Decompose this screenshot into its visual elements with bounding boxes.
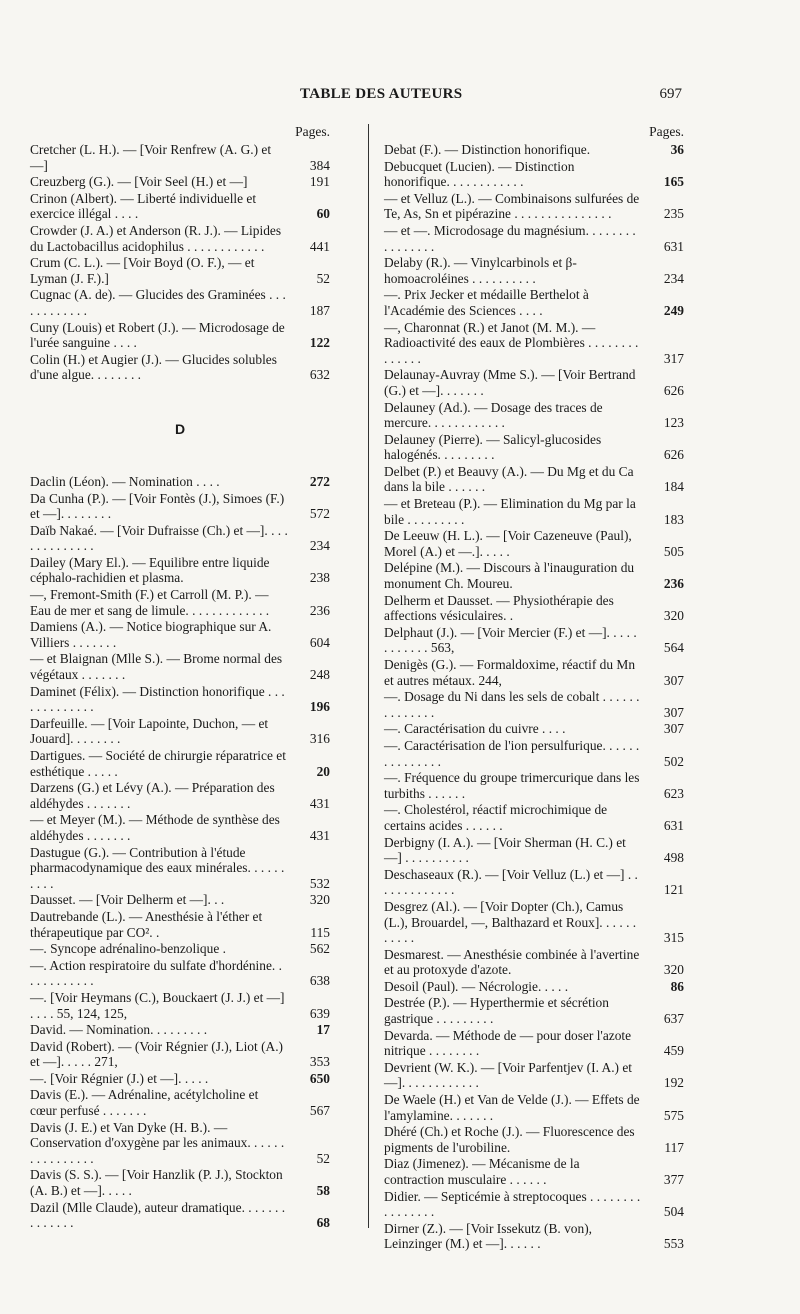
entry-page-number: 631	[663, 817, 684, 833]
entry-text: Da Cunha (P.). — [Voir Fontès (J.), Simoes (F.) et —]. . . . . . . .	[30, 490, 285, 522]
entry-text: Darzens (G.) et Lévy (A.). — Préparation des aldéhydes . . . . . . .	[30, 780, 275, 811]
index-entry	[30, 651, 330, 682]
entry-text: Delherm et Dausset. — Physiothérapie des affections vésiculaires. .	[384, 592, 614, 624]
pages-label: Pages.	[649, 124, 684, 139]
entry-page-number: 320	[309, 892, 330, 908]
entry-page-number: 234	[309, 538, 330, 554]
index-entry	[384, 770, 684, 801]
entry-page-number: 431	[309, 795, 330, 811]
index-entry	[384, 1189, 684, 1220]
entry-text: Crum (C. L.). — [Voir Boyd (O. F.), — et Lyman (J. F.).]	[30, 255, 255, 286]
entry-text: — et Blaignan (Mlle S.). — Brome normal des végétaux . . . . . . .	[30, 651, 283, 683]
entry-page-number: 638	[309, 973, 330, 989]
index-entry	[30, 555, 330, 586]
entry-page-number: 184	[663, 479, 684, 495]
entry-text: Devarda. — Méthode de — pour doser l'azote nitrique . . . . . . . .	[384, 1027, 632, 1059]
entry-page-number: 320	[663, 608, 684, 624]
entry-page-number: 498	[663, 850, 684, 866]
index-entry	[384, 835, 684, 866]
index-entry	[384, 464, 684, 495]
index-entry	[384, 738, 684, 769]
entry-text: Debat (F.). — Distinction honorifique.	[384, 142, 591, 157]
index-entry	[30, 352, 330, 383]
entry-text: Crowder (J. A.) et Anderson (R. J.). — Lipides du Lactobacillus acidophilus . . . . . . . . . . . .	[30, 222, 282, 254]
entry-text: Davis (J. E.) et Van Dyke (H. B.). — Conservation d'oxygène par les animaux. . . . . . . . . . . . . . . .	[30, 1119, 285, 1166]
entry-text: Debucquet (Lucien). — Distinction honorifique. . . . . . . . . . . .	[384, 158, 575, 190]
entry-text: Didier. — Septicémie à streptocoques . . . . . . . . . . . . . . . .	[384, 1188, 641, 1220]
entry-text: —. Caractérisation du cuivre . . . .	[384, 721, 566, 737]
entry-page-number: 626	[663, 447, 684, 463]
entry-page-number: 58	[316, 1183, 330, 1199]
entry-page-number: 235	[663, 206, 684, 222]
entry-text: David (Robert). — (Voir Régnier (J.), Liot (A.) et —]. . . . . 271,	[30, 1038, 284, 1070]
running-title: TABLE DES AUTEURS	[300, 86, 463, 102]
entry-text: — et Velluz (L.). — Combinaisons sulfurées de Te, As, Sn et pipérazine . . . . . . . . . . . . . . .	[384, 190, 640, 222]
entry-page-number: 187	[309, 302, 330, 318]
index-entry	[30, 684, 330, 715]
index-entry	[30, 812, 330, 843]
index-entry	[30, 990, 330, 1021]
index-entry	[384, 802, 684, 833]
entry-page-number: 192	[663, 1075, 684, 1091]
entry-text: Dautrebande (L.). — Anesthésie à l'éther et thérapeutique par CO². .	[30, 908, 263, 940]
entry-page-number: 623	[663, 785, 684, 801]
entry-page-number: 307	[663, 704, 684, 720]
index-entry	[384, 1092, 684, 1123]
entry-page-number: 68	[316, 1215, 330, 1231]
entry-text: —. Caractérisation de l'ion persulfurique. . . . . . . . . . . . . . .	[384, 737, 640, 769]
column-divider	[368, 124, 369, 1228]
entry-text: Desgrez (Al.). — [Voir Dopter (Ch.), Camus (L.), Brouardel, —, Balthazard et Roux]. . . . . . . . . . .	[384, 898, 637, 946]
entry-page-number: 272	[309, 473, 330, 489]
entry-text: Desmarest. — Anesthésie combinée à l'avertine et au protoxyde d'azote.	[384, 946, 640, 978]
index-entry	[384, 995, 684, 1026]
index-entry	[384, 255, 684, 286]
entry-text: —. Prix Jecker et médaille Berthelot à l'Académie des Sciences . . . .	[384, 287, 589, 318]
index-entry	[384, 1124, 684, 1155]
entry-text: Cuny (Louis) et Robert (J.). — Microdosage de l'urée sanguine . . . .	[30, 319, 285, 351]
index-entry	[384, 496, 684, 527]
entry-text: —. Cholestérol, réactif microchimique de certains acides . . . . . .	[384, 802, 608, 833]
entry-text: Colin (H.) et Augier (J.). — Glucides solubles d'une algue. . . . . . . .	[30, 351, 277, 383]
index-entry	[384, 899, 684, 946]
entry-text: Devrient (W. K.). — [Voir Parfentjev (I. A.) et —]. . . . . . . . . . . .	[384, 1059, 633, 1091]
entry-text: Delbet (P.) et Beauvy (A.). — Du Mg et du Ca dans la bile . . . . . .	[384, 463, 634, 495]
index-entry	[384, 191, 684, 222]
index-entry	[30, 491, 330, 522]
entry-page-number: 249	[663, 302, 684, 318]
entry-page-number: 502	[663, 753, 684, 769]
entry-page-number: 238	[309, 570, 330, 586]
index-entry	[384, 320, 684, 367]
entry-page-number: 637	[663, 1011, 684, 1027]
index-entry	[30, 287, 330, 318]
right-column	[384, 122, 684, 1253]
entry-text: —. Action respiratoire du sulfate d'hordénine. . . . . . . . . . . .	[30, 957, 282, 989]
entry-page-number: 115	[310, 924, 330, 940]
entry-page-number: 650	[309, 1070, 330, 1086]
entry-page-number: 431	[309, 827, 330, 843]
index-entry	[30, 1071, 330, 1087]
index-entry	[384, 432, 684, 463]
entry-text: Daminet (Félix). — Distinction honorifique . . . . . . . . . . . . .	[30, 683, 285, 715]
entry-text: Cugnac (A. de). — Glucides des Graminées . . . . . . . . . . . .	[30, 287, 286, 318]
pages-label: Pages.	[295, 124, 330, 139]
entry-page-number: 639	[309, 1005, 330, 1021]
entry-page-number: 575	[663, 1107, 684, 1123]
entry-page-number: 504	[663, 1204, 684, 1220]
entry-text: Delaby (R.). — Vinylcarbinols et β-homoacroléines . . . . . . . . . .	[384, 255, 577, 286]
index-entry	[384, 560, 684, 591]
entry-list	[384, 142, 684, 1252]
entry-page-number: 121	[663, 882, 684, 898]
entry-text: Davis (E.). — Adrénaline, acétylcholine et cœur perfusé . . . . . . .	[30, 1087, 259, 1119]
entry-page-number: 191	[309, 174, 330, 190]
index-entry	[30, 523, 330, 554]
entry-text: Dastugue (G.). — Contribution à l'étude pharmacodynamique des eaux minérales. . . . . . . . . .	[30, 844, 285, 891]
entry-page-number: 307	[663, 721, 684, 737]
entry-page-number: 60	[316, 206, 330, 222]
entry-list	[30, 142, 330, 383]
index-entry	[30, 780, 330, 811]
entry-text: Diaz (Jimenez). — Mécanisme de la contraction musculaire . . . . . .	[384, 1156, 580, 1187]
index-entry	[384, 367, 684, 398]
entry-text: Dhéré (Ch.) et Roche (J.). — Fluorescence des pigments de l'urobiline.	[384, 1124, 635, 1155]
entry-page-number: 384	[309, 157, 330, 173]
index-entry	[384, 287, 684, 318]
index-entry	[30, 845, 330, 892]
index-entry	[384, 223, 684, 254]
entry-page-number: 196	[309, 699, 330, 715]
entry-page-number: 532	[309, 875, 330, 891]
index-entry	[30, 474, 330, 490]
index-entry	[30, 909, 330, 940]
entry-page-number: 236	[309, 602, 330, 618]
entry-page-number: 248	[309, 667, 330, 683]
index-entry	[384, 1221, 684, 1252]
index-entry	[30, 174, 330, 190]
entry-text: David. — Nomination. . . . . . . . .	[30, 1022, 208, 1038]
entry-text: —. Syncope adrénalino-benzolique .	[30, 941, 226, 957]
section-letter: D	[174, 420, 186, 437]
entry-page-number: 17	[316, 1022, 330, 1038]
entry-page-number: 572	[309, 506, 330, 522]
entry-page-number: 553	[663, 1236, 684, 1252]
entry-page-number: 353	[309, 1054, 330, 1070]
index-entry	[384, 593, 684, 624]
index-entry	[30, 1039, 330, 1070]
entry-text: — et Meyer (M.). — Méthode de synthèse des aldéhydes . . . . . . .	[30, 812, 280, 843]
entry-text: Delépine (M.). — Discours à l'inauguration du monument Ch. Moureu.	[384, 560, 635, 592]
entry-page-number: 122	[309, 335, 330, 351]
entry-page-number: 377	[663, 1172, 684, 1187]
index-entry	[384, 159, 684, 190]
entry-text: Daclin (Léon). — Nomination . . . .	[30, 473, 220, 489]
index-entry	[30, 619, 330, 650]
left-column	[30, 122, 330, 1232]
entry-text: Crinon (Albert). — Liberté individuelle et exercice illégal . . . .	[30, 190, 257, 222]
entry-page-number: 165	[663, 174, 684, 190]
index-entry	[384, 142, 684, 158]
index-entry	[30, 587, 330, 618]
entry-text: Dazil (Mlle Claude), auteur dramatique. . . . . . . . . . . . . .	[30, 1199, 286, 1231]
entry-text: Dirner (Z.). — [Voir Issekutz (B. von), Leinzinger (M.) et —]. . . . . .	[384, 1220, 593, 1252]
page-number: 697	[659, 86, 682, 102]
entry-page-number: 315	[663, 930, 684, 946]
index-entry	[384, 979, 684, 995]
entry-list	[30, 474, 330, 1231]
index-entry	[384, 947, 684, 978]
entry-page-number: 604	[309, 634, 330, 650]
index-entry	[30, 1087, 330, 1118]
entry-page-number: 562	[309, 941, 330, 957]
entry-text: Damiens (A.). — Notice biographique sur A. Villiers . . . . . . .	[30, 619, 272, 650]
index-entry	[384, 1156, 684, 1187]
index-entry	[384, 528, 684, 559]
entry-page-number: 564	[663, 640, 684, 656]
index-entry	[30, 1120, 330, 1167]
entry-text: De Leeuw (H. L.). — [Voir Cazeneuve (Paul), Morel (A.) et —.]. . . . .	[384, 528, 632, 559]
page-header	[0, 86, 800, 108]
index-entry	[30, 941, 330, 957]
entry-text: Cretcher (L. H.). — [Voir Renfrew (A. G.) et —]	[30, 142, 272, 173]
entry-text: —, Charonnat (R.) et Janot (M. M.). — Radioactivité des eaux de Plombières . . . . . . . . . . . . . .	[384, 319, 639, 366]
entry-text: Destrée (P.). — Hyperthermie et sécrétion gastrique . . . . . . . . .	[384, 995, 609, 1027]
entry-page-number: 236	[663, 576, 684, 592]
entry-text: Daïb Nakaé. — [Voir Dufraisse (Ch.) et —]. . . . . . . . . . . . . .	[30, 522, 288, 554]
index-entry	[30, 223, 330, 254]
index-entry	[30, 1022, 330, 1038]
entry-text: Creuzberg (G.). — [Voir Seel (H.) et —]	[30, 174, 248, 190]
index-entry	[384, 400, 684, 431]
entry-text: —. Dosage du Ni dans les sels de cobalt . . . . . . . . . . . . . .	[384, 689, 640, 720]
entry-text: Darfeuille. — [Voir Lapointe, Duchon, — et Jouard]. . . . . . . .	[30, 715, 269, 747]
entry-page-number: 317	[663, 350, 684, 366]
entry-page-number: 36	[670, 142, 684, 157]
index-entry	[30, 1167, 330, 1198]
index-entry	[384, 625, 684, 656]
entry-text: Delaunay-Auvray (Mme S.). — [Voir Bertrand (G.) et —]. . . . . . .	[384, 367, 636, 398]
entry-text: Dausset. — [Voir Delherm et —]. . .	[30, 892, 225, 908]
entry-text: Delauney (Pierre). — Salicyl-glucosides halogénés. . . . . . . . .	[384, 431, 602, 463]
entry-page-number: 52	[316, 1150, 330, 1166]
entry-page-number: 20	[316, 763, 330, 779]
entry-page-number: 459	[663, 1043, 684, 1059]
entry-text: Dartigues. — Société de chirurgie réparatrice et esthétique . . . . .	[30, 748, 286, 779]
entry-text: Desoil (Paul). — Nécrologie. . . . .	[384, 978, 569, 994]
entry-text: — et Breteau (P.). — Elimination du Mg par la bile . . . . . . . . .	[384, 496, 636, 527]
entry-page-number: 320	[663, 962, 684, 978]
entry-text: Derbigny (I. A.). — [Voir Sherman (H. C.) et —] . . . . . . . . . .	[384, 834, 626, 866]
entry-text: Deschaseaux (R.). — [Voir Velluz (L.) et —] . . . . . . . . . . . . .	[384, 866, 638, 898]
entry-page-number: 234	[663, 270, 684, 286]
entry-text: Denigès (G.). — Formaldoxime, réactif du Mn et autres métaux. 244,	[384, 657, 636, 688]
index-entry	[30, 958, 330, 989]
entry-page-number: 183	[663, 511, 684, 527]
entry-page-number: 505	[663, 543, 684, 559]
entry-text: De Waele (H.) et Van de Velde (J.). — Effets de l'amylamine. . . . . . .	[384, 1092, 640, 1123]
entry-page-number: 626	[663, 382, 684, 398]
index-entry	[384, 689, 684, 720]
index-entry	[384, 1028, 684, 1059]
entry-text: — et —. Microdosage du magnésium. . . . . . . . . . . . . . . .	[384, 222, 636, 254]
index-entry	[384, 721, 684, 737]
entry-page-number: 441	[309, 238, 330, 254]
entry-page-number: 52	[316, 270, 330, 286]
entry-page-number: 631	[663, 238, 684, 254]
entry-text: —. [Voir Régnier (J.) et —]. . . . .	[30, 1070, 209, 1086]
entry-page-number: 316	[309, 731, 330, 747]
index-entry	[30, 716, 330, 747]
index-entry	[30, 255, 330, 286]
index-entry	[30, 191, 330, 222]
entry-page-number: 86	[670, 978, 684, 994]
entry-page-number: 632	[309, 367, 330, 383]
index-entry	[30, 320, 330, 351]
entry-text: —, Fremont-Smith (F.) et Carroll (M. P.). — Eau de mer et sang de limule. . . . . . . . . . . . .	[30, 587, 270, 618]
entry-page-number: 117	[664, 1139, 684, 1155]
index-entry	[30, 142, 330, 173]
index-entry	[30, 1200, 330, 1231]
index-entry	[384, 1060, 684, 1091]
entry-text: —. Fréquence du groupe trimercurique dans les turbiths . . . . . .	[384, 770, 640, 801]
index-entry	[30, 892, 330, 908]
entry-text: Delphaut (J.). — [Voir Mercier (F.) et —]. . . . . . . . . . . . 563,	[384, 624, 637, 656]
entry-text: —. [Voir Heymans (C.), Bouckaert (J. J.) et —] . . . . 55, 124, 125,	[30, 989, 285, 1021]
index-entry	[30, 748, 330, 779]
entry-page-number: 123	[663, 415, 684, 431]
entry-page-number: 307	[663, 672, 684, 688]
entry-text: Davis (S. S.). — [Voir Hanzlik (P. J.), Stockton (A. B.) et —]. . . . .	[30, 1167, 283, 1199]
index-entry	[384, 657, 684, 688]
entry-text: Dailey (Mary El.). — Equilibre entre liquide céphalo-rachidien et plasma.	[30, 554, 270, 586]
entry-text: Delauney (Ad.). — Dosage des traces de mercure. . . . . . . . . . . .	[384, 399, 603, 431]
index-entry	[384, 867, 684, 898]
entry-page-number: 567	[309, 1103, 330, 1119]
